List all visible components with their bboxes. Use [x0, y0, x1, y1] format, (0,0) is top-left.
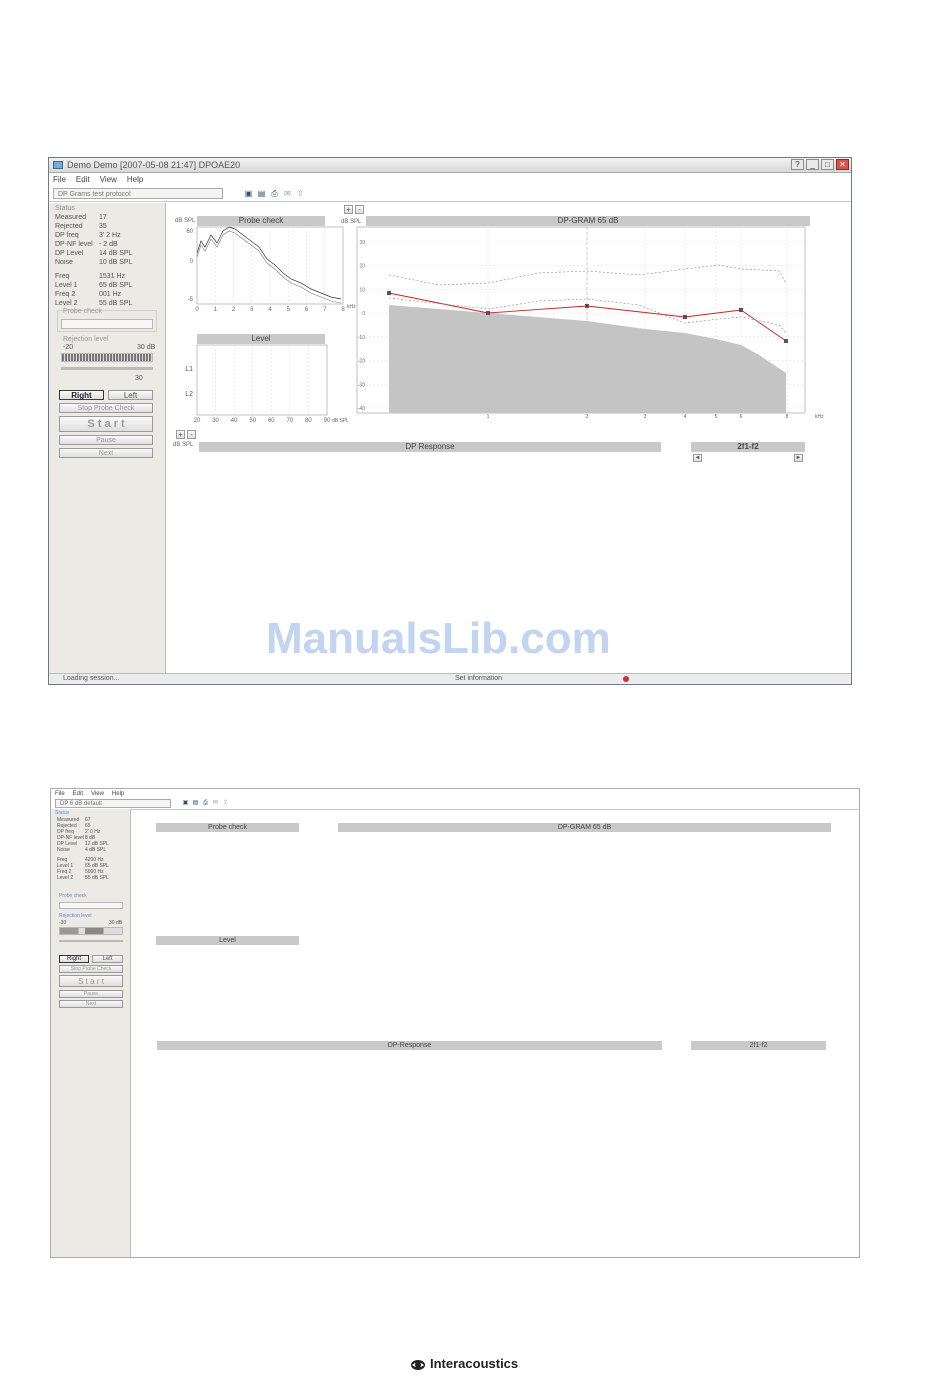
twof-chart	[675, 458, 809, 668]
level-x-tick: 60	[267, 418, 275, 424]
export-icon[interactable]: ⇪	[297, 189, 304, 198]
dpgram-y-tick: -30	[357, 382, 365, 389]
probe-x-tick: 7	[323, 307, 327, 313]
save-icon[interactable]: ▣	[244, 189, 253, 198]
twof-chart-2	[677, 1049, 837, 1257]
watermark: ManualsLib.com	[266, 614, 611, 663]
toolbar	[49, 187, 851, 202]
dpgram-dp-point	[739, 308, 743, 312]
menu-file-2[interactable]: File	[55, 791, 65, 797]
dpresponse-title-2: DP-Response	[157, 1041, 662, 1050]
dpgram-chart-2	[319, 817, 859, 1027]
status-row-value: 3' 2 Hz	[99, 232, 121, 239]
menu-help[interactable]: Help	[126, 175, 144, 184]
dpgram-title-2: DP-GRAM 65 dB	[338, 823, 831, 832]
freq-row-label: Level 2	[57, 874, 74, 881]
freq-row-label: Freq 2	[55, 291, 76, 299]
protocol-select-2[interactable]: DP 6 dB default	[55, 799, 171, 808]
dpresponse-zoom-in[interactable]: +	[176, 430, 185, 439]
probe-check-label: Probe check	[63, 308, 102, 315]
freq-row-label: Level 1	[55, 282, 78, 290]
probe-y-tick: -5	[187, 297, 193, 303]
status-row-label: Noise	[57, 847, 70, 853]
status-row-label: Noise	[55, 259, 73, 266]
probe-x-tick: 1	[213, 307, 217, 313]
dpgram-chart	[339, 213, 844, 428]
dpgram-title: DP-GRAM 65 dB	[366, 216, 810, 226]
rejection-slider[interactable]	[61, 367, 153, 370]
status-row-label: Measured	[55, 214, 87, 221]
status-row	[57, 847, 107, 853]
status-row	[55, 250, 133, 257]
dpgram-dp-point	[585, 304, 589, 308]
dpgram-y-tick: -20	[357, 358, 365, 365]
freq-row-value: 65 dB SPL	[99, 282, 133, 290]
freq-row-label: Freq 2	[57, 868, 72, 875]
freq-row-value: 4200 Hz	[85, 856, 104, 863]
probe-check-chart-2	[139, 822, 319, 922]
status-row-label: DP-NF level	[55, 241, 93, 248]
status-header-2: Status	[55, 810, 70, 816]
right-ear-button-2[interactable]: Right	[59, 955, 89, 963]
level-x-tick: 50	[249, 418, 257, 424]
freq-row	[55, 282, 133, 290]
dpgram-y-unit: dB SPL	[341, 219, 362, 225]
left-ear-button-2[interactable]: Left	[92, 955, 123, 963]
probe-x-tick: 2	[231, 307, 236, 313]
dpgram-dp-point	[486, 311, 490, 315]
menu-help-2[interactable]: Help	[111, 791, 125, 797]
freq-row-label: Freq	[55, 273, 70, 281]
status-center: Set information	[455, 675, 503, 682]
report-icon[interactable]: ▤	[257, 189, 266, 198]
dpgram-y-tick: 20	[359, 263, 365, 270]
dpgram-dp-point	[683, 315, 687, 319]
probe-x-tick: 6	[304, 307, 309, 313]
freq-row-value: 5000 Hz	[85, 868, 104, 875]
menu-edit-2[interactable]: Edit	[72, 791, 84, 797]
level-chart	[171, 334, 351, 426]
status-row-label: Measured	[57, 817, 80, 823]
status-row-label: DP Level	[57, 841, 78, 847]
status-row	[55, 223, 107, 230]
freq-row	[57, 874, 109, 881]
freq-row	[55, 291, 122, 299]
start-button-2[interactable]: S t a r t	[59, 975, 123, 987]
slider-high-2: 30 dB	[109, 920, 123, 926]
status-row-value: - 2 dB	[99, 241, 118, 248]
dpgram-x-tick: 2	[585, 414, 589, 420]
freq-row-value: 001 Hz	[99, 291, 122, 299]
twof-title-2: 2f1-f2	[691, 1041, 826, 1050]
status-row	[55, 241, 118, 248]
freq-row-label: Level 1	[57, 862, 74, 869]
right-ear-button[interactable]: Right	[59, 390, 104, 400]
level-row-label: L1	[185, 366, 193, 373]
window-titlebar	[49, 158, 851, 173]
stop-probe-check-button-2[interactable]: Stop Probe Check	[59, 965, 123, 973]
left-ear-button[interactable]: Left	[108, 390, 153, 400]
level-x-tick: 40	[230, 418, 238, 424]
email-icon-2[interactable]: ✉	[212, 800, 219, 806]
save-icon-2[interactable]: ▣	[182, 800, 189, 806]
status-header: Status	[55, 205, 75, 212]
level-x-unit: dB SPL	[332, 418, 349, 424]
status-row-value: 17	[99, 214, 107, 221]
dpgram-y-tick: 0	[362, 311, 365, 318]
status-row-value: 2' 0 Hz	[85, 829, 101, 835]
probe-check-dropdown[interactable]	[61, 319, 153, 329]
report-icon-2[interactable]: ▤	[192, 800, 199, 806]
level-title: Level	[197, 334, 325, 344]
probe-x-tick: 8	[341, 307, 345, 313]
probe-check-title-2: Probe check	[156, 823, 299, 832]
probe-x-unit: kHz	[347, 304, 356, 310]
level-x-tick: 70	[286, 418, 294, 424]
screenshot-2-window	[50, 788, 860, 1258]
status-row-label: DP freq	[55, 232, 79, 239]
dpgram-y-tick: -40	[357, 406, 365, 412]
status-row-label: DP freq	[57, 829, 74, 835]
status-row	[55, 259, 133, 266]
email-icon[interactable]: ✉	[284, 189, 291, 198]
stop-probe-check-button[interactable]: Stop Probe Check	[59, 403, 153, 413]
left-panel-2	[51, 809, 131, 1257]
slider-low: -20	[63, 344, 74, 351]
dpgram-x-unit: kHz	[815, 414, 824, 420]
rejection-label: Rejection level	[63, 336, 109, 343]
level-chart-2	[139, 936, 329, 1026]
dpgram-x-tick: 4	[683, 414, 687, 420]
freq-row	[55, 300, 133, 308]
dpgram-x-tick: 6	[739, 414, 743, 420]
level-x-tick: 90	[323, 418, 331, 424]
freq-row-value: 65 dB SPL	[85, 862, 109, 869]
status-row-value: 8 dB	[85, 835, 96, 841]
status-row-value: 12 dB SPL	[85, 841, 109, 847]
dpgram-dp-point	[387, 291, 391, 295]
status-row-label: DP-NF level	[57, 835, 84, 841]
status-row	[55, 232, 121, 239]
freq-row-label: Freq	[57, 856, 68, 863]
next-button-2[interactable]: Next	[59, 1000, 123, 1008]
menu-view[interactable]: View	[99, 175, 117, 184]
protocol-select[interactable]: DP Grams test protocol	[53, 188, 223, 199]
probe-x-tick: 4	[268, 307, 272, 313]
dpresponse-title: DP Response	[199, 442, 661, 452]
dpgram-x-tick: 5	[714, 414, 718, 420]
level-x-tick: 30	[212, 418, 219, 424]
status-row-label: DP Level	[55, 250, 84, 257]
status-row	[55, 214, 107, 221]
dpgram-x-tick: 8	[785, 414, 789, 420]
pause-button[interactable]: Pause	[59, 435, 153, 445]
next-button[interactable]: Next	[59, 448, 153, 458]
dpresponse-y-unit: dB SPL	[173, 442, 194, 448]
close-button[interactable]: ✕	[836, 159, 849, 170]
status-row-value: 65	[85, 823, 91, 829]
twof-title: 2f1-f2	[691, 442, 805, 452]
status-left: Loading session...	[63, 675, 120, 682]
probe-x-tick: 0	[195, 307, 199, 313]
probe-x-tick: 3	[250, 307, 254, 313]
pause-button-2[interactable]: Pause	[59, 990, 123, 998]
dpgram-dp-point	[784, 339, 788, 343]
rejection-meter-2	[59, 927, 123, 935]
menu-edit[interactable]: Edit	[75, 175, 90, 184]
level-x-tick: 20	[193, 418, 201, 424]
status-row-value: 67	[85, 817, 91, 823]
level-row-label: L2	[185, 391, 193, 398]
dpgram-zoom-in[interactable]: +	[344, 205, 353, 214]
twof-next-button[interactable]: ►	[795, 455, 802, 461]
dpresponse-zoom-out[interactable]: -	[187, 430, 196, 439]
dpgram-x-tick: 1	[486, 414, 490, 420]
left-panel	[49, 203, 166, 674]
level-x-tick: 80	[305, 418, 312, 424]
status-indicator-icon	[623, 676, 629, 682]
freq-row-value: 55 dB SPL	[99, 300, 133, 308]
interacoustics-logo-icon	[410, 1358, 426, 1370]
level-title-2: Level	[156, 936, 299, 945]
brand-name: Interacoustics	[430, 1356, 519, 1371]
status-row-label: Rejected	[57, 823, 77, 829]
dpresponse-chart-2	[139, 1032, 679, 1254]
freq-row-value: 1531 Hz	[99, 273, 126, 281]
twof-prev-button[interactable]: ◄	[694, 455, 701, 461]
dpgram-y-tick: -10	[357, 334, 365, 341]
rejection-label-2: Rejection level	[59, 913, 92, 919]
probe-check-label-2: Probe check	[59, 893, 87, 899]
freq-row	[55, 273, 126, 281]
dpgram-x-tick: 3	[643, 414, 647, 420]
status-row-label: Rejected	[55, 223, 83, 230]
start-button[interactable]: S t a r t	[59, 416, 153, 432]
screenshot-1-window	[48, 157, 852, 685]
rejection-meter	[61, 353, 153, 362]
dpgram-y-tick: 10	[359, 287, 365, 294]
status-row-value: 35	[99, 223, 107, 230]
status-row-value: 4 dB SPL	[85, 847, 107, 853]
print-icon[interactable]: ⎙	[271, 189, 278, 198]
slider-high: 30 dB	[137, 344, 156, 351]
print-icon-2[interactable]: ⎙	[203, 800, 208, 806]
status-row-value: 10 dB SPL	[99, 259, 133, 266]
slider-low-2: -30	[59, 920, 67, 926]
dpgram-y-tick: 30	[359, 240, 365, 246]
probe-check-title: Probe check	[197, 216, 325, 226]
minimize-button[interactable]: _	[806, 159, 819, 170]
status-row-value: 14 dB SPL	[99, 250, 133, 257]
maximize-button[interactable]: □	[821, 159, 834, 170]
probe-y-tick: 60	[186, 229, 193, 235]
freq-row-value: 55 dB SPL	[85, 874, 109, 881]
brand-logo	[410, 1356, 518, 1371]
menu-file[interactable]: File	[53, 175, 66, 184]
probe-check-chart	[171, 213, 356, 315]
status-bar	[49, 673, 851, 684]
freq-row-label: Level 2	[55, 300, 78, 308]
rejection-slider-2[interactable]	[59, 940, 123, 942]
export-icon-2[interactable]: ⇪	[222, 800, 229, 806]
probe-check-dropdown-2[interactable]	[59, 902, 123, 909]
dpgram-zoom-out[interactable]: -	[355, 205, 364, 214]
probe-y-tick: 0	[189, 259, 193, 265]
probe-y-unit: dB SPL	[175, 218, 196, 224]
menu-bar	[49, 174, 851, 186]
help-window-button[interactable]: ?	[791, 159, 804, 170]
window-title: Demo Demo [2007-05-08 21:47] DPOAE20	[67, 160, 241, 170]
level-plot-area	[197, 345, 327, 415]
slider-value: 30	[135, 375, 143, 382]
probe-x-tick: 5	[286, 307, 290, 313]
toolbar-2	[51, 798, 859, 810]
menu-view-2[interactable]: View	[91, 791, 104, 797]
app-icon	[53, 161, 63, 169]
